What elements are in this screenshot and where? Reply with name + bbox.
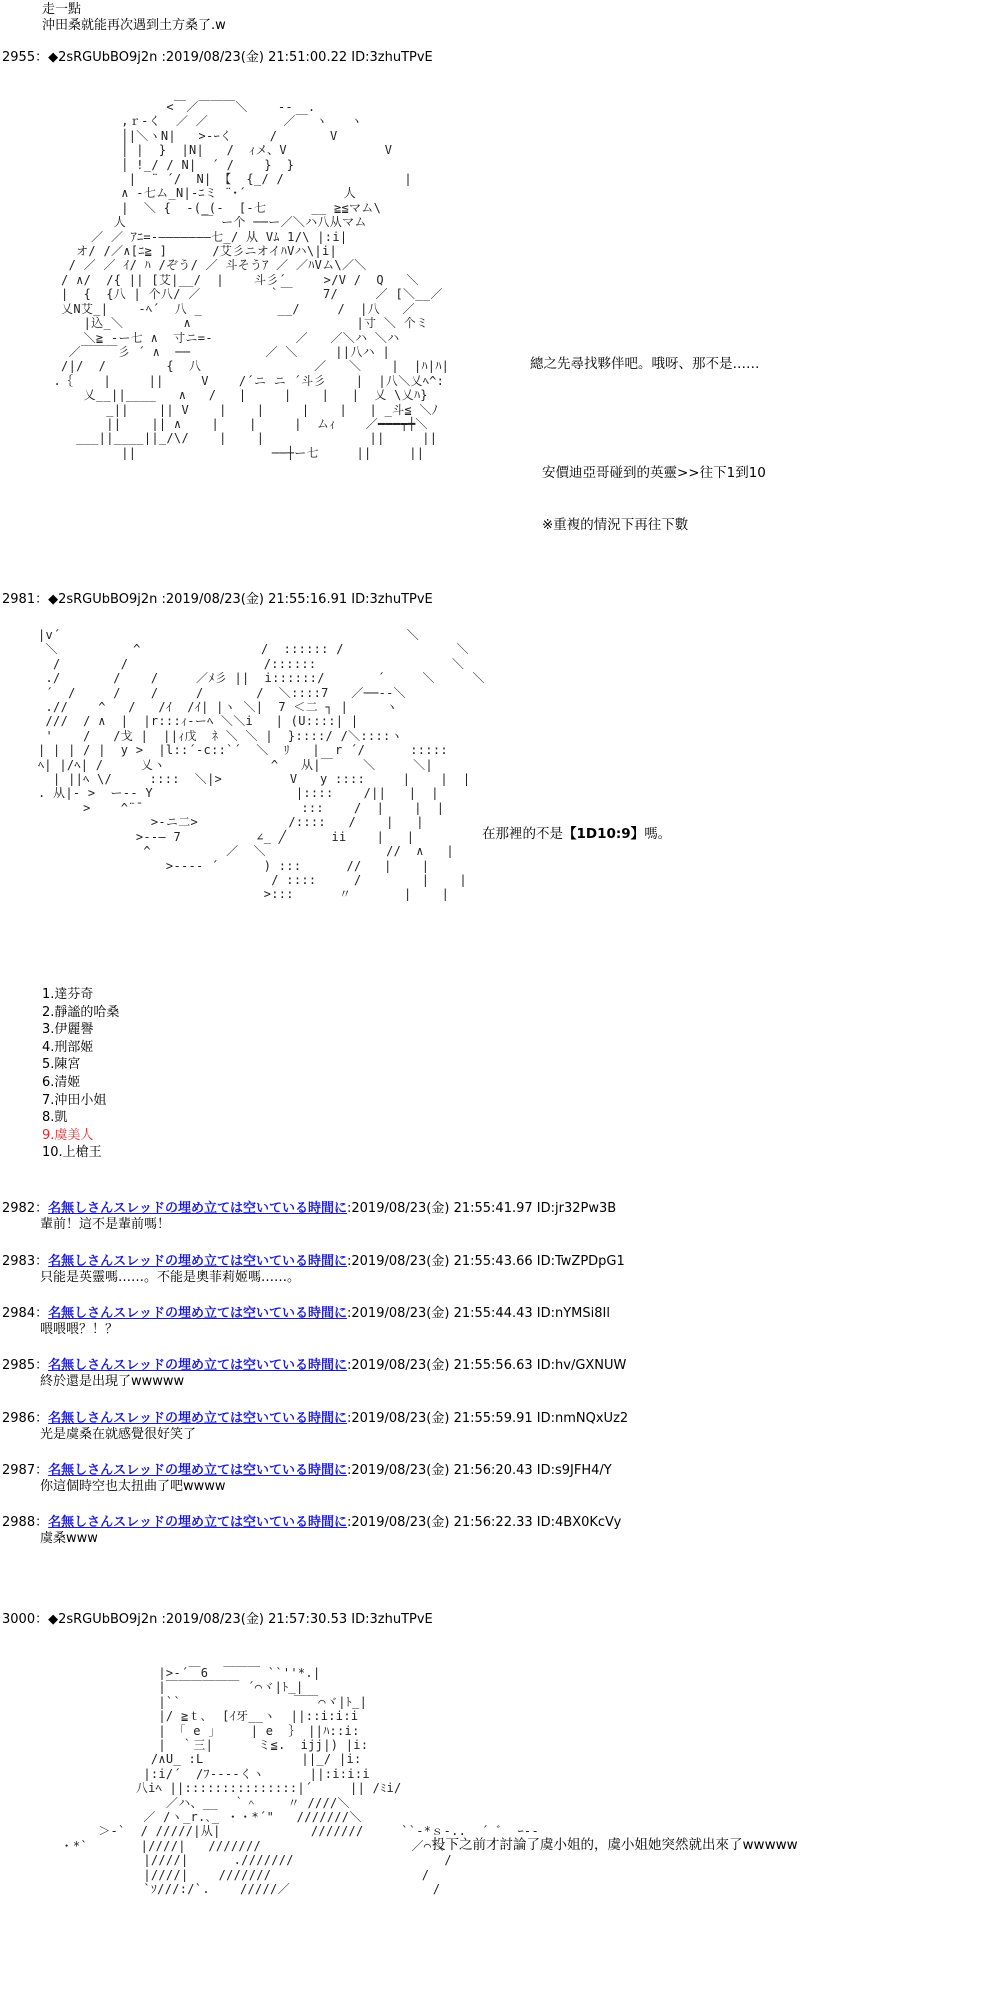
poster-name-link[interactable]: 名無しさんスレッドの埋め立ては空いている時間に	[48, 1254, 347, 1269]
list-item-selected: 9.虞美人	[42, 1127, 94, 1143]
caption-2981: 在那裡的不是【1D10:9】嗎。	[482, 826, 672, 842]
reply-text: 終於還是出現了wwwww	[40, 1374, 185, 1389]
list-item: 1.達芬奇	[42, 987, 94, 1002]
reply-2986: 2986：名無しさんスレッドの埋め立ては空いている時間に:2019/08/23(金) 21:55:59.91 ID:nmNQxUz2 光是虞桑在就感覺很好笑了	[2, 1411, 629, 1442]
post-number: 2982	[2, 1201, 36, 1216]
reply-text: 你這個時空也太扭曲了吧wwww	[40, 1479, 226, 1494]
list-item: 4.刑部姬	[42, 1039, 94, 1055]
post-header-3000: 3000：◆2sRGUbBO9j2n :2019/08/23(金) 21:57:30.53 ID:3zhuTPvE	[2, 1612, 433, 1627]
post-id: ID:3zhuTPvE	[351, 50, 433, 65]
post-id: ID:3zhuTPvE	[351, 1612, 433, 1627]
reply-2984: 2984：名無しさんスレッドの埋め立ては空いている時間に:2019/08/23(金) 21:55:44.43 ID:nYMSi8Il 喂喂喂？！？	[2, 1306, 610, 1337]
post-header-2981: 2981：◆2sRGUbBO9j2n :2019/08/23(金) 21:55:16.91 ID:3zhuTPvE	[2, 592, 433, 607]
reply-text: 輩前！這不是輩前嗎！	[40, 1217, 171, 1232]
post-number: 3000	[2, 1612, 36, 1627]
servant-list	[42, 986, 119, 1162]
list-item: 10.上槍王	[42, 1145, 102, 1161]
reply-text: 只能是英靈嗎……。不能是奧菲莉姬嗎……。	[40, 1270, 301, 1285]
post-datetime: 2019/08/23(金) 21:55:16.91	[165, 592, 348, 607]
reply-2987: 2987：名無しさんスレッドの埋め立ては空いている時間に:2019/08/23(金) 21:56:20.43 ID:s9JFH4/Y 你這個時空也太扭曲了吧wwww	[2, 1463, 612, 1494]
post-datetime: 2019/08/23(金) 21:55:59.91	[351, 1411, 533, 1426]
post-number: 2984	[2, 1306, 36, 1321]
post-datetime: 2019/08/23(金) 21:55:56.63	[351, 1358, 533, 1373]
list-item: 2.靜謐的哈桑	[42, 1004, 120, 1020]
reply-text: 喂喂喂？！？	[40, 1322, 119, 1337]
dice-result: 【1D10:9】	[563, 826, 645, 842]
post-datetime: 2019/08/23(金) 21:51:00.22	[165, 50, 348, 65]
ascii-art-figure-3: |>‐´￣6 ￣￣￣ ``''*.| |￣￣￣￣￣￣ ´⌒ヾ|ﾄ_| |`` ￣￣⌒ヾ|ﾄ_| |/ ≧ｔ､ [ｲ牙__ヽ ||::i:i:i | 「 e 」 | e ｝ ||ﾊ::i: | ｀三| ミ≦. ijj|) |i: /∧U_ :L ||_/ |i: |:i/´ /ﾌ‐‐‐‐くヽ ||:i:i:i 八iﾍ ||:::::::::::::::|´ || /ﾐi/ ／ハ、__ ｀＾ 〃 ////＼ ／ /ヽ_r.､_ ・・*´" ///////＼ ＞‐` / /////|从| /////// ``‐*ｓ-.. ´ ﾞ ｰ‐- ・*` |////| /////// ／⌒＼ |////| ./////// / |////| /////// / `ｿ///:/`. /////／ /	[60, 1666, 539, 1897]
reply-2988: 2988：名無しさんスレッドの埋め立ては空いている時間に:2019/08/23(金) 21:56:22.33 ID:4BX0KcVy 虞桑www	[2, 1515, 622, 1546]
post-number: 2981	[2, 592, 36, 607]
post-id: ID:TwZPDpG1	[536, 1254, 625, 1269]
list-item: 5.陳宮	[42, 1057, 81, 1073]
post-id: ID:4BX0KcVy	[536, 1515, 622, 1530]
post-id: ID:hv/GXNUW	[536, 1358, 627, 1373]
post-datetime: 2019/08/23(金) 21:57:30.53	[165, 1612, 348, 1627]
reply-text: 光是虞桑在就感覺很好笑了	[40, 1427, 197, 1442]
ascii-art-figure-1: <￣／￣￣￣＼ ‐- . ,ｒ‐く ／ ／ ／￣ ヽ ヽ │|＼ヽN| >‐ｰく / V │ | } |N| / ｨメ、V V │ !_/ / N| ´ / } } | ¨ ´/ N| 【 {_/ / | ∧ -七ム_N|-ﾆミ ¨･´ 人 | ＼ { -(_(- [-七 __ ≧≦マム\ 人 ￣ ー个 ──ー／＼ハ八从マム ／ ／ ｱﾆ=‐―――――――七_/ 从 Vﾑ 1/\ |:i| オ/ /／∧[ﾆ≧ ] /艾彡ニオイﾊVハ\|i| / ／ ／ ｲ/ ﾊ /ぞう/ ／ 斗そうｱ ／ ／ﾊVム\／＼ / ∧/ /{ || [艾|__/ | 斗彡´ >/V / Q ＼ | { {八 | 个八/ ／ ｀￣ 7/ ／ [＼__／ 乂N艾_| ‐ﾍ´ 八 _ __/ / |八 ／ |込_＼ ∧ |寸 ＼ 个ミ ＼≧ ‐ー七 ∧ 寸ニ=‐ ／ ／＼ハ ＼ハ ／￣￣￣彡 ´ ∧ ── ／ ＼ ||八ハ | /|/ / { 八 ／ ＼ | |ﾊ|ﾊ| .｛ | || V /´ニ ニ ´斗彡 | |八＼乂ﾍ^: 乂__||____ ∧ / | | | | 乂 \乂ﾊ} _|| || V | | | | | _斗≦ ＼ﾉ || || ∧ | | | ムｨ ／━━━┯┿＼ ___||____||_/\/ | | || || || ──┼ー七 || ||	[53, 100, 450, 460]
ascii-art-figure-2: |v´ ＼ ＼ ^ / :::::: / ＼ / / /:::::: ＼ ./ / / ／ﾒ彡 || i::::::/ ´ ＼ ＼ ´ / / / / / ＼::::7 ／──‐‐＼ .// ^ / /ｲ /ｲ| |ヽ ＼| 7 ＜二 ┐ | ヽ /// / ∧ | |r:::ｨ‐ーﾍ ＼＼i | (U::::| | ' / /戈 | ||ｨ戊 ﾈ ＼ ＼ | }::::/ /＼::::ヽ | | | / | y > |l::´‐c::`´ ＼ ﾘ | r ´/ ::::: ﾍ| |/ﾍ| / 乂ヽ ^ 从|￣ ＼ ＼| | ||ﾍ \/ :::: ＼|> V y :::: | | | . 从|‐ > ー‐- Y |:::: /|| | | > ^¨¯ ::: / | | | >‐ニ二> /:::: / | | >‐‐― 7 ∠_ ╱ ii | | ^ ／ ＼ // ∧ | >‐‐‐‐ ´ ) ::: // | | / :::: / | | >::: 〃 | |	[38, 628, 485, 902]
post-datetime: 2019/08/23(金) 21:56:20.43	[351, 1463, 533, 1478]
post-id: ID:jr32Pw3B	[536, 1201, 617, 1216]
post-id: ID:nYMSi8Il	[536, 1306, 610, 1321]
poster-trip: ◆2sRGUbBO9j2n	[48, 1612, 158, 1627]
caption-2955-3: ※重複的情況下再往下數	[542, 517, 689, 533]
reply-2985: 2985：名無しさんスレッドの埋め立ては空いている時間に:2019/08/23(金) 21:55:56.63 ID:hv/GXNUW 終於還是出現了wwwww	[2, 1358, 627, 1389]
post-id: ID:3zhuTPvE	[351, 592, 433, 607]
reply-2983: 2983：名無しさんスレッドの埋め立ては空いている時間に:2019/08/23(金) 21:55:43.66 ID:TwZPDpG1 只能是英靈嗎……。不能是奧菲莉姬嗎……。	[2, 1254, 625, 1285]
caption-2955-2: 安價迪亞哥碰到的英靈>>往下1到10	[542, 465, 766, 481]
post-number: 2983	[2, 1254, 36, 1269]
poster-name-link[interactable]: 名無しさんスレッドの埋め立ては空いている時間に	[48, 1306, 347, 1321]
post-id: ID:s9JFH4/Y	[536, 1463, 612, 1478]
post-id: ID:nmNQxUz2	[536, 1411, 629, 1426]
post-datetime: 2019/08/23(金) 21:56:22.33	[351, 1515, 533, 1530]
poster-name-link[interactable]: 名無しさんスレッドの埋め立ては空いている時間に	[48, 1358, 347, 1373]
reply-text: 虞桑www	[40, 1531, 98, 1546]
poster-name-link[interactable]: 名無しさんスレッドの埋め立ては空いている時間に	[48, 1201, 347, 1216]
poster-trip: ◆2sRGUbBO9j2n	[48, 592, 158, 607]
post-datetime: 2019/08/23(金) 21:55:44.43	[351, 1306, 533, 1321]
list-item: 3.伊麗譽	[42, 1022, 94, 1038]
caption-2955-1: 總之先尋找夥伴吧。哦呀、那不是……	[530, 356, 760, 372]
poster-name-link[interactable]: 名無しさんスレッドの埋め立ては空いている時間に	[48, 1515, 347, 1530]
list-item: 8.凱	[42, 1110, 68, 1126]
post-number: 2955	[2, 50, 36, 65]
reply-2982: 2982：名無しさんスレッドの埋め立ては空いている時間に:2019/08/23(金) 21:55:41.97 ID:jr32Pw3B 輩前！這不是輩前嗎！	[2, 1201, 617, 1232]
caption-3000: 投下之前才討論了虞小姐的，虞小姐她突然就出來了wwwww	[432, 1837, 798, 1853]
post-number: 2988	[2, 1515, 36, 1530]
list-item: 7.沖田小姐	[42, 1092, 107, 1108]
post-number: 2985	[2, 1358, 36, 1373]
post-header-2955: 2955：◆2sRGUbBO9j2n :2019/08/23(金) 21:51:00.22 ID:3zhuTPvE	[2, 50, 433, 65]
post-datetime: 2019/08/23(金) 21:55:43.66	[351, 1254, 533, 1269]
top-line-2: 沖田桑就能再次遇到土方桑了.w	[42, 18, 226, 33]
post-datetime: 2019/08/23(金) 21:55:41.97	[351, 1201, 533, 1216]
list-item: 6.清姬	[42, 1074, 81, 1090]
top-line-1: 走一點	[42, 2, 82, 17]
post-number: 2986	[2, 1411, 36, 1426]
poster-trip: ◆2sRGUbBO9j2n	[48, 50, 158, 65]
poster-name-link[interactable]: 名無しさんスレッドの埋め立ては空いている時間に	[48, 1411, 347, 1426]
post-number: 2987	[2, 1463, 36, 1478]
poster-name-link[interactable]: 名無しさんスレッドの埋め立ては空いている時間に	[48, 1463, 347, 1478]
